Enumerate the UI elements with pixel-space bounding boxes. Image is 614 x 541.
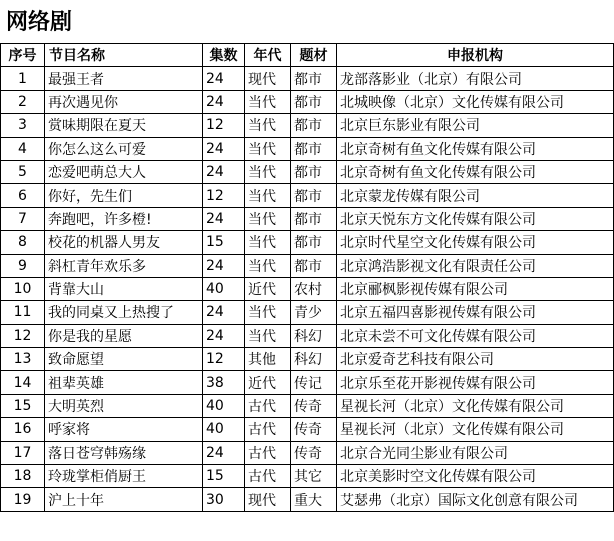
cell-no[interactable]: 10	[1, 277, 45, 300]
cell-episodes[interactable]: 40	[203, 394, 245, 417]
table-row	[1, 114, 614, 137]
cell-name[interactable]: 大明英烈	[45, 394, 203, 417]
cell-genre[interactable]: 都市	[291, 160, 337, 183]
cell-era[interactable]: 当代	[245, 90, 291, 113]
cell-name[interactable]: 沪上十年	[45, 488, 203, 511]
cell-org[interactable]: 北京巨东影业有限公司	[337, 114, 614, 137]
table-row	[1, 67, 614, 90]
cell-genre[interactable]: 都市	[291, 137, 337, 160]
table-row	[1, 207, 614, 230]
cell-org[interactable]: 星视长河（北京）文化传媒有限公司	[337, 418, 614, 441]
table-row	[1, 371, 614, 394]
cell-episodes[interactable]: 24	[203, 137, 245, 160]
cell-genre[interactable]: 其它	[291, 465, 337, 488]
table-row	[1, 137, 614, 160]
program-table	[0, 43, 614, 512]
cell-genre[interactable]: 青少	[291, 301, 337, 324]
cell-genre[interactable]: 都市	[291, 254, 337, 277]
cell-no[interactable]: 15	[1, 394, 45, 417]
cell-name[interactable]: 我的同桌又上热搜了	[45, 301, 203, 324]
cell-era[interactable]: 当代	[245, 301, 291, 324]
cell-name[interactable]: 奔跑吧，许多橙!	[45, 207, 203, 230]
cell-episodes[interactable]: 12	[203, 348, 245, 371]
cell-genre[interactable]: 都市	[291, 67, 337, 90]
cell-org[interactable]: 北京未尝不可文化传媒有限公司	[337, 324, 614, 347]
cell-episodes[interactable]: 30	[203, 488, 245, 511]
cell-no[interactable]: 6	[1, 184, 45, 207]
cell-era[interactable]: 当代	[245, 160, 291, 183]
cell-no[interactable]: 9	[1, 254, 45, 277]
header-no[interactable]: 序号	[1, 44, 45, 67]
cell-org[interactable]: 北京天悦东方文化传媒有限公司	[337, 207, 614, 230]
cell-no[interactable]: 7	[1, 207, 45, 230]
cell-genre[interactable]: 都市	[291, 207, 337, 230]
cell-era[interactable]: 其他	[245, 348, 291, 371]
cell-genre[interactable]: 传记	[291, 371, 337, 394]
cell-no[interactable]: 16	[1, 418, 45, 441]
cell-org[interactable]: 北京合光同尘影业有限公司	[337, 441, 614, 464]
cell-org[interactable]: 星视长河（北京）文化传媒有限公司	[337, 394, 614, 417]
cell-name[interactable]: 再次遇见你	[45, 90, 203, 113]
cell-org[interactable]: 北京时代星空文化传媒有限公司	[337, 231, 614, 254]
sheet-title: 网络剧	[6, 9, 73, 35]
table-row	[1, 301, 614, 324]
cell-genre[interactable]: 传奇	[291, 418, 337, 441]
cell-genre[interactable]: 科幻	[291, 324, 337, 347]
header-row	[1, 44, 614, 67]
table-row	[1, 418, 614, 441]
cell-name[interactable]: 最强王者	[45, 67, 203, 90]
cell-name[interactable]: 赏味期限在夏天	[45, 114, 203, 137]
cell-episodes[interactable]: 15	[203, 231, 245, 254]
cell-name[interactable]: 呼家将	[45, 418, 203, 441]
cell-name[interactable]: 你好，先生们	[45, 184, 203, 207]
cell-episodes[interactable]: 40	[203, 277, 245, 300]
cell-no[interactable]: 17	[1, 441, 45, 464]
cell-era[interactable]: 当代	[245, 184, 291, 207]
cell-org[interactable]: 北京奇树有鱼文化传媒有限公司	[337, 160, 614, 183]
cell-era[interactable]: 当代	[245, 137, 291, 160]
cell-era[interactable]: 当代	[245, 324, 291, 347]
cell-org[interactable]: 龙部落影业（北京）有限公司	[337, 67, 614, 90]
cell-genre[interactable]: 传奇	[291, 441, 337, 464]
cell-name[interactable]: 你是我的星愿	[45, 324, 203, 347]
table-row	[1, 90, 614, 113]
cell-name[interactable]: 背靠大山	[45, 277, 203, 300]
cell-episodes[interactable]: 24	[203, 324, 245, 347]
cell-era[interactable]: 现代	[245, 488, 291, 511]
cell-no[interactable]: 4	[1, 137, 45, 160]
cell-org[interactable]: 北京郦枫影视传媒有限公司	[337, 277, 614, 300]
cell-no[interactable]: 2	[1, 90, 45, 113]
header-era[interactable]: 年代	[245, 44, 291, 67]
cell-org[interactable]: 艾瑟弗（北京）国际文化创意有限公司	[337, 488, 614, 511]
cell-org[interactable]: 北京鸿浩影视文化有限责任公司	[337, 254, 614, 277]
table-row	[1, 254, 614, 277]
cell-genre[interactable]: 都市	[291, 231, 337, 254]
table-row	[1, 441, 614, 464]
cell-org[interactable]: 北城映像（北京）文化传媒有限公司	[337, 90, 614, 113]
cell-no[interactable]: 12	[1, 324, 45, 347]
cell-episodes[interactable]: 38	[203, 371, 245, 394]
cell-name[interactable]: 玲珑掌柜俏厨王	[45, 465, 203, 488]
cell-era[interactable]: 当代	[245, 114, 291, 137]
header-name[interactable]: 节目名称	[45, 44, 203, 67]
cell-era[interactable]: 现代	[245, 67, 291, 90]
cell-name[interactable]: 校花的机器人男友	[45, 231, 203, 254]
cell-no[interactable]: 18	[1, 465, 45, 488]
cell-era[interactable]: 古代	[245, 418, 291, 441]
cell-episodes[interactable]: 24	[203, 441, 245, 464]
header-org[interactable]: 申报机构	[337, 44, 614, 67]
cell-genre[interactable]: 农村	[291, 277, 337, 300]
cell-episodes[interactable]: 40	[203, 418, 245, 441]
table-row	[1, 394, 614, 417]
table-row	[1, 465, 614, 488]
cell-org[interactable]: 北京蒙龙传媒有限公司	[337, 184, 614, 207]
cell-no[interactable]: 13	[1, 348, 45, 371]
table-row	[1, 277, 614, 300]
cell-genre[interactable]: 都市	[291, 184, 337, 207]
cell-name[interactable]: 落日苍穹韩殇缘	[45, 441, 203, 464]
cell-org[interactable]: 北京爱奇艺科技有限公司	[337, 348, 614, 371]
cell-name[interactable]: 恋爱吧萌总大人	[45, 160, 203, 183]
table-body	[1, 67, 614, 511]
cell-org[interactable]: 北京乐至花开影视传媒有限公司	[337, 371, 614, 394]
cell-name[interactable]: 致命愿望	[45, 348, 203, 371]
header-genre[interactable]: 题材	[291, 44, 337, 67]
cell-era[interactable]: 近代	[245, 371, 291, 394]
cell-episodes[interactable]: 24	[203, 90, 245, 113]
cell-no[interactable]: 1	[1, 67, 45, 90]
cell-genre[interactable]: 传奇	[291, 394, 337, 417]
table-row	[1, 348, 614, 371]
cell-no[interactable]: 5	[1, 160, 45, 183]
header-episodes[interactable]: 集数	[203, 44, 245, 67]
cell-episodes[interactable]: 24	[203, 254, 245, 277]
table-row	[1, 184, 614, 207]
cell-episodes[interactable]: 24	[203, 301, 245, 324]
cell-genre[interactable]: 都市	[291, 114, 337, 137]
cell-episodes[interactable]: 15	[203, 465, 245, 488]
cell-era[interactable]: 古代	[245, 394, 291, 417]
cell-genre[interactable]: 都市	[291, 90, 337, 113]
cell-no[interactable]: 19	[1, 488, 45, 511]
cell-episodes[interactable]: 24	[203, 160, 245, 183]
table-row	[1, 231, 614, 254]
cell-episodes[interactable]: 12	[203, 184, 245, 207]
cell-name[interactable]: 祖辈英雄	[45, 371, 203, 394]
cell-no[interactable]: 14	[1, 371, 45, 394]
cell-no[interactable]: 3	[1, 114, 45, 137]
cell-no[interactable]: 11	[1, 301, 45, 324]
cell-episodes[interactable]: 12	[203, 114, 245, 137]
cell-era[interactable]: 当代	[245, 254, 291, 277]
cell-genre[interactable]: 重大	[291, 488, 337, 511]
cell-era[interactable]: 古代	[245, 465, 291, 488]
cell-episodes[interactable]: 24	[203, 207, 245, 230]
cell-era[interactable]: 古代	[245, 441, 291, 464]
cell-no[interactable]: 8	[1, 231, 45, 254]
cell-org[interactable]: 北京美影时空文化传媒有限公司	[337, 465, 614, 488]
cell-era[interactable]: 当代	[245, 231, 291, 254]
cell-genre[interactable]: 科幻	[291, 348, 337, 371]
table-row	[1, 160, 614, 183]
cell-name[interactable]: 你怎么这么可爱	[45, 137, 203, 160]
cell-era[interactable]: 近代	[245, 277, 291, 300]
cell-era[interactable]: 当代	[245, 207, 291, 230]
cell-org[interactable]: 北京五福四喜影视传媒有限公司	[337, 301, 614, 324]
table-row	[1, 488, 614, 511]
table-row	[1, 324, 614, 347]
cell-episodes[interactable]: 24	[203, 67, 245, 90]
cell-org[interactable]: 北京奇树有鱼文化传媒有限公司	[337, 137, 614, 160]
cell-name[interactable]: 斜杠青年欢乐多	[45, 254, 203, 277]
